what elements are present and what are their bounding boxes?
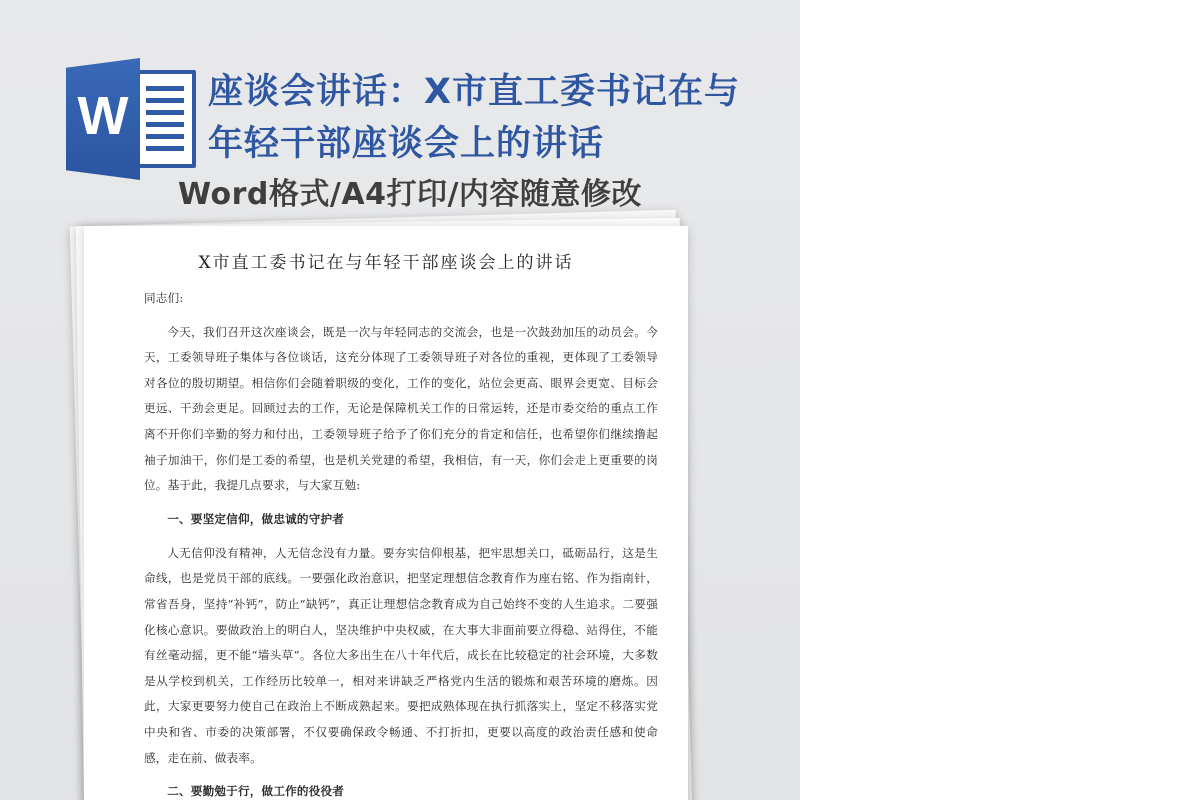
banner-title-line1: 座谈会讲话：X市直工委书记在与 <box>208 72 740 112</box>
document-salutation: 同志们: <box>144 291 184 305</box>
document-preview-page <box>84 226 688 800</box>
document-paragraph-2: 人无信仰没有精神，人无信念没有力量。要夯实信仰根基，把牢思想关口，砥砺品行，这是生命线，也是党员干部的底线。一要强化政治意识，把坚定理想信念教育作为座右铭、作为指南针，常省吾身，坚持“补钙”，防止“缺钙”，真正让理想信念教育成为自己始终不变的人生追求。二要强化核心意识。要做政治上的明白人，坚决维护中央权威，在大事大非面前要立得稳、站得住，不能有丝毫动摇，更不能“墙头草”。各位大多出生在八十年代后，成长在比较稳定的社会环境，大多数是从学校到机关，工作经历比较单一，相对来讲缺乏严格党内生活的锻炼和艰苦环境的磨炼。因此，大家更要努力使自己在政治上不断成熟起来。要把成熟体现在执行抓落实上，坚定不移落实党中央和省、市委的决策部署，不仅要确保政令畅通、不打折扣，更要以高度的政治责任感和使命感，走在前、做表率。 <box>144 545 658 765</box>
document-body <box>144 286 658 800</box>
banner-title <box>208 66 768 170</box>
banner-subtitle: Word格式/A4打印/内容随意修改 <box>178 177 642 212</box>
document-heading-2: 二、要勤勉于行，做工作的役役者 <box>167 784 345 799</box>
document-paragraph-1: 今天，我们召开这次座谈会，既是一次与年轻同志的交流会，也是一次鼓劲加压的动员会。今天，工委领导班子集体与各位谈话，这充分体现了工委领导班子对各位的重视，更体现了工委领导对各位的殷切期望。相信你们会随着职级的变化，工作的变化，站位会更高、眼界会更宽、目标会更远、干劲会更足。回顾过去的工作，无论是保障机关工作的日常运转，还是市委交给的重点工作离不开你们辛勤的努力和付出，工委领导班子给予了你们充分的肯定和信任，也希望你们继续撸起袖子加油干，你们是工委的希望，也是机关党建的希望，我相信，有一天，你们会走上更重要的岗位。基于此，我提几点要求，与大家互勉: <box>144 324 658 493</box>
document-title: X市直工委书记在与年轻干部座谈会上的讲话 <box>198 253 574 273</box>
banner-title-line2: 年轻干部座谈会上的讲话 <box>208 124 605 164</box>
word-logo-letter: W <box>77 86 129 146</box>
document-heading-1: 一、要坚定信仰，做忠诚的守护者 <box>167 511 345 526</box>
word-logo <box>66 58 196 180</box>
